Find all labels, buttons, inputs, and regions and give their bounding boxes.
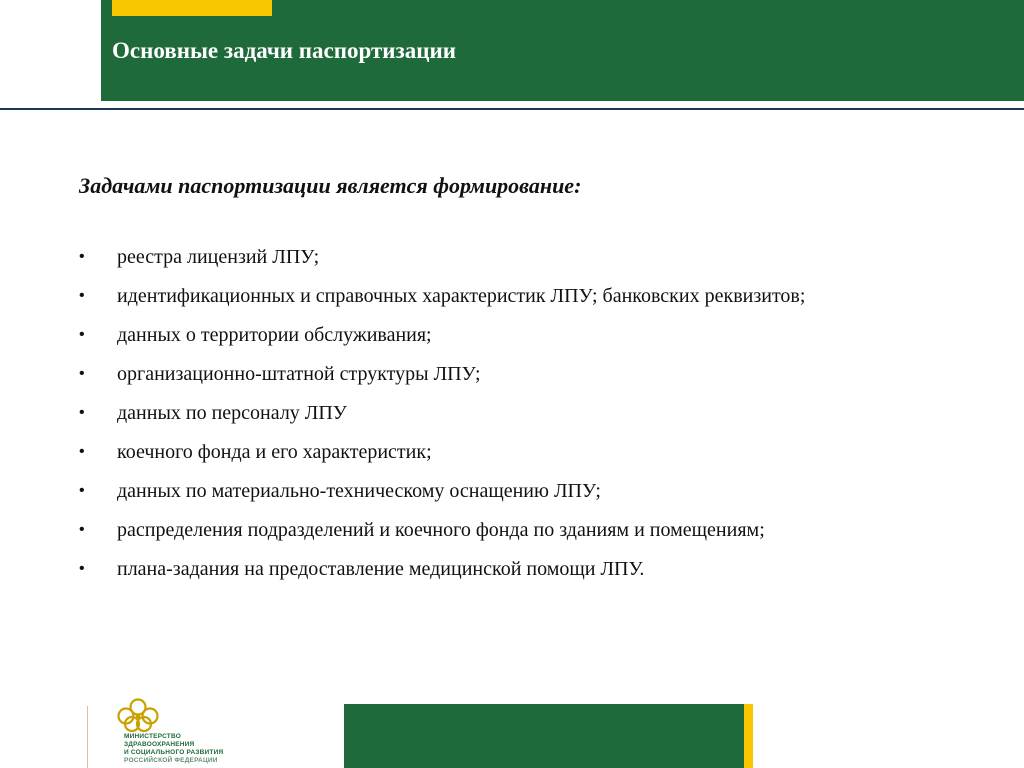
bullet-icon: • bbox=[79, 248, 85, 265]
logo-line: ЗДРАВООХРАНЕНИЯ bbox=[124, 741, 195, 748]
logo-line: МИНИСТЕРСТВО bbox=[124, 733, 181, 740]
bullet-icon: • bbox=[79, 560, 85, 577]
bullet-icon: • bbox=[79, 326, 85, 343]
bullet-icon: • bbox=[79, 287, 85, 304]
bullet-icon: • bbox=[79, 482, 85, 499]
logo-line: РОССИЙСКОЙ ФЕДЕРАЦИИ bbox=[124, 757, 218, 764]
list-item-text: коечного фонда и его характеристик; bbox=[117, 441, 432, 463]
list-item-text: данных по персоналу ЛПУ bbox=[117, 402, 347, 424]
list-item bbox=[79, 400, 979, 426]
logo-line: И СОЦИАЛЬНОГО РАЗВИТИЯ bbox=[124, 749, 224, 756]
list-item bbox=[79, 244, 979, 270]
list-item bbox=[79, 556, 979, 582]
list-item-text: данных по материально-техническому оснащению ЛПУ; bbox=[117, 480, 601, 502]
list-item bbox=[79, 478, 979, 504]
task-list bbox=[79, 244, 979, 595]
header-accent bbox=[112, 0, 272, 16]
ministry-emblem-icon bbox=[115, 697, 161, 733]
bullet-icon: • bbox=[79, 365, 85, 382]
list-item-text: плана-задания на предоставление медицинской помощи ЛПУ. bbox=[117, 558, 645, 580]
list-item-text: данных о территории обслуживания; bbox=[117, 324, 432, 346]
list-item bbox=[79, 322, 979, 348]
list-item bbox=[79, 517, 979, 543]
list-item bbox=[79, 361, 979, 387]
list-item-text: идентификационных и справочных характеристик ЛПУ; банковских реквизитов; bbox=[117, 285, 806, 307]
intro-heading: Задачами паспортизации является формирование: bbox=[79, 173, 582, 198]
bullet-icon: • bbox=[79, 521, 85, 538]
list-item-text: реестра лицензий ЛПУ; bbox=[117, 246, 320, 268]
list-item-text: организационно-штатной структуры ЛПУ; bbox=[117, 363, 481, 385]
bullet-icon: • bbox=[79, 404, 85, 421]
footer-divider bbox=[87, 706, 88, 768]
page-title: Основные задачи паспортизации bbox=[112, 38, 457, 63]
ministry-logo-text bbox=[124, 733, 223, 765]
list-item-text: распределения подразделений и коечного фонда по зданиям и помещениям; bbox=[117, 519, 765, 541]
footer-accent bbox=[744, 704, 753, 768]
footer-bar bbox=[344, 704, 744, 768]
bullet-icon: • bbox=[79, 443, 85, 460]
list-item bbox=[79, 439, 979, 465]
list-item bbox=[79, 283, 979, 309]
header-divider bbox=[0, 108, 1024, 110]
